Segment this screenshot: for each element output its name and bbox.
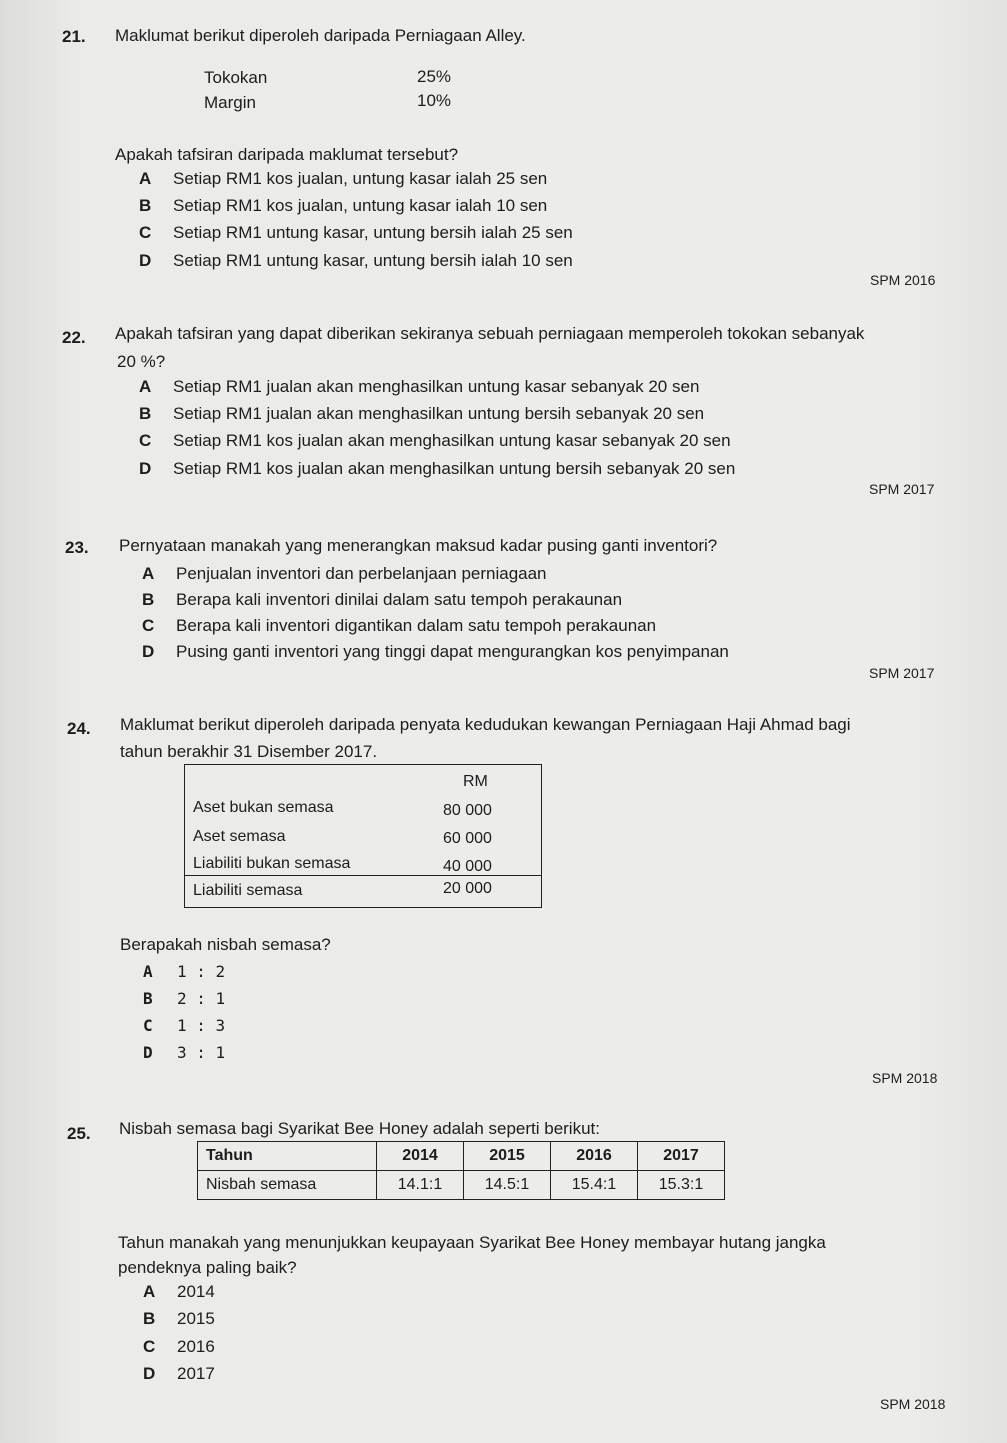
q22-option-a[interactable] (139, 377, 699, 397)
q22-stem-line1: Apakah tafsiran yang dapat diberikan sekiranya sebuah perniagaan memperoleh tokokan sebanyak (115, 324, 865, 343)
q21-option-c[interactable] (139, 223, 573, 243)
q24-stem-line2: tahun berakhir 31 Disember 2017. (120, 742, 378, 761)
q21-option-b-text: Setiap RM1 kos jualan, untung kasar ialah 10 sen (173, 196, 548, 215)
q24-option-d[interactable] (143, 1043, 225, 1062)
q25-row-label: Nisbah semasa (198, 1171, 377, 1200)
q21-info-value-1: 25% (417, 67, 452, 86)
q24-option-a[interactable] (143, 962, 225, 981)
q22-option-c[interactable] (139, 431, 731, 451)
q22-option-a-text: Setiap RM1 jualan akan menghasilkan untung kasar sebanyak 20 sen (173, 377, 700, 396)
q24-option-a-letter: A (143, 962, 153, 981)
q25-header-tahun: Tahun (198, 1142, 377, 1171)
q24-source: SPM 2018 (872, 1070, 938, 1086)
q25-question-line2: pendeknya paling baik? (118, 1258, 297, 1277)
q22-source: SPM 2017 (869, 481, 935, 497)
q25-header-2014: 2014 (377, 1142, 464, 1171)
q23-option-d-text: Pusing ganti inventori yang tinggi dapat mengurangkan kos penyimpanan (176, 642, 729, 661)
q25-option-a-letter: A (143, 1282, 156, 1301)
q24-row-1-value: 80 000 (443, 802, 492, 819)
q25-table-data-row (198, 1171, 725, 1200)
q25-cell-2014: 14.1:1 (377, 1171, 464, 1200)
q24-option-c[interactable] (143, 1016, 225, 1035)
q23-option-a-text: Penjualan inventori dan perbelanjaan perniagaan (176, 564, 547, 583)
q25-option-c[interactable] (143, 1337, 215, 1357)
q21-option-d-text: Setiap RM1 untung kasar, untung bersih ialah 10 sen (173, 251, 573, 270)
q25-cell-2017: 15.3:1 (638, 1171, 725, 1200)
q25-option-c-letter: C (143, 1337, 156, 1356)
q23-option-c-text: Berapa kali inventori digantikan dalam satu tempoh perakaunan (176, 616, 657, 635)
q24-option-d-letter: D (143, 1043, 153, 1062)
q21-option-b[interactable] (139, 196, 547, 216)
q21-option-a-text: Setiap RM1 kos jualan, untung kasar ialah 25 sen (173, 169, 548, 188)
q21-option-a-letter: A (139, 169, 152, 188)
q24-row-2-value: 60 000 (443, 830, 492, 847)
q25-option-b[interactable] (143, 1309, 215, 1329)
q21-option-c-text: Setiap RM1 untung kasar, untung bersih ialah 25 sen (173, 223, 573, 242)
q22-option-d[interactable] (139, 459, 735, 479)
q22-number: 22. (62, 328, 86, 347)
q24-option-b-text: 2 : 1 (177, 989, 226, 1008)
q22-option-c-letter: C (139, 431, 152, 450)
q24-option-d-text: 3 : 1 (177, 1043, 226, 1062)
q24-number: 24. (67, 719, 91, 738)
q24-row-1-label: Aset bukan semasa (193, 799, 334, 816)
q23-option-a[interactable] (142, 564, 547, 584)
q23-option-a-letter: A (142, 564, 155, 583)
q22-stem-line2: 20 %? (117, 352, 166, 371)
q24-row-4-label: Liabiliti semasa (193, 882, 303, 899)
q25-number: 25. (67, 1124, 91, 1143)
q23-option-d[interactable] (142, 642, 729, 662)
q25-cell-2015: 14.5:1 (464, 1171, 551, 1200)
q24-option-a-text: 1 : 2 (177, 962, 226, 981)
q25-cell-2016: 15.4:1 (551, 1171, 638, 1200)
q24-table-divider (185, 875, 541, 876)
q25-option-d-letter: D (143, 1364, 156, 1383)
q22-option-b-letter: B (139, 404, 152, 423)
q21-question: Apakah tafsiran daripada maklumat tersebut? (115, 145, 459, 164)
q22-option-b[interactable] (139, 404, 704, 424)
q25-stem: Nisbah semasa bagi Syarikat Bee Honey adalah seperti berikut: (119, 1119, 600, 1138)
q24-option-b[interactable] (143, 989, 225, 1008)
q24-row-3-label: Liabiliti bukan semasa (193, 855, 351, 872)
q23-option-c-letter: C (142, 616, 155, 635)
q22-option-b-text: Setiap RM1 jualan akan menghasilkan untung bersih sebanyak 20 sen (173, 404, 705, 423)
q22-option-d-letter: D (139, 459, 152, 478)
q21-info-label-2: Margin (204, 93, 256, 112)
q21-option-a[interactable] (139, 169, 547, 189)
q23-option-c[interactable] (142, 616, 656, 636)
q21-source: SPM 2016 (870, 272, 936, 288)
q21-stem: Maklumat berikut diperoleh daripada Perniagaan Alley. (115, 26, 526, 45)
q24-table-header-rm: RM (463, 773, 488, 790)
q25-header-2015: 2015 (464, 1142, 551, 1171)
q23-option-b-letter: B (142, 590, 155, 609)
q22-option-d-text: Setiap RM1 kos jualan akan menghasilkan untung bersih sebanyak 20 sen (173, 459, 736, 478)
q21-option-d-letter: D (139, 251, 152, 270)
q24-option-c-letter: C (143, 1016, 153, 1035)
q24-question: Berapakah nisbah semasa? (120, 935, 331, 954)
q23-number: 23. (65, 538, 89, 557)
q21-info-value-2: 10% (417, 91, 452, 110)
q24-row-3-value: 40 000 (443, 858, 492, 875)
q25-option-b-text: 2015 (177, 1309, 215, 1328)
q25-option-d-text: 2017 (177, 1364, 215, 1383)
q22-option-a-letter: A (139, 377, 152, 396)
q25-option-a[interactable] (143, 1282, 215, 1302)
q24-financial-table (184, 764, 542, 908)
q24-stem-line1: Maklumat berikut diperoleh daripada penyata kedudukan kewangan Perniagaan Haji Ahmad bagi (120, 715, 851, 734)
q25-option-b-letter: B (143, 1309, 156, 1328)
q22-option-c-text: Setiap RM1 kos jualan akan menghasilkan untung kasar sebanyak 20 sen (173, 431, 731, 450)
q25-source: SPM 2018 (880, 1396, 946, 1412)
q23-option-b-text: Berapa kali inventori dinilai dalam satu tempoh perakaunan (176, 590, 623, 609)
q25-ratio-table (197, 1141, 725, 1200)
q24-row-2-label: Aset semasa (193, 828, 286, 845)
q24-option-b-letter: B (143, 989, 153, 1008)
q21-info-label-1: Tokokan (204, 68, 268, 87)
q24-option-c-text: 1 : 3 (177, 1016, 226, 1035)
q25-option-c-text: 2016 (177, 1337, 215, 1356)
q24-row-4-value: 20 000 (443, 880, 492, 897)
q23-source: SPM 2017 (869, 665, 935, 681)
q25-option-a-text: 2014 (177, 1282, 215, 1301)
q23-stem: Pernyataan manakah yang menerangkan maksud kadar pusing ganti inventori? (119, 536, 718, 555)
q25-header-2017: 2017 (638, 1142, 725, 1171)
q21-option-b-letter: B (139, 196, 152, 215)
q25-question-line1: Tahun manakah yang menunjukkan keupayaan Syarikat Bee Honey membayar hutang jangka (118, 1233, 826, 1252)
q25-header-2016: 2016 (551, 1142, 638, 1171)
q23-option-d-letter: D (142, 642, 155, 661)
q21-number: 21. (62, 27, 86, 46)
q21-option-d[interactable] (139, 251, 573, 271)
q21-option-c-letter: C (139, 223, 152, 242)
q25-option-d[interactable] (143, 1364, 215, 1384)
q23-option-b[interactable] (142, 590, 622, 610)
q25-table-header-row (198, 1142, 725, 1171)
